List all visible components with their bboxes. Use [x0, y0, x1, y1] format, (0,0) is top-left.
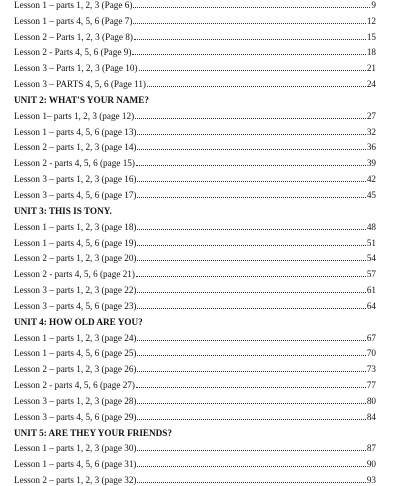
- toc-entry-title: Lesson 2 - Parts 4, 5, 6 (Page 9): [14, 47, 132, 58]
- toc-entry-title: Lesson 2 – parts 1, 2, 3 (page 20): [14, 253, 137, 264]
- dot-leader: [137, 355, 365, 356]
- toc-entry[interactable]: [14, 11, 376, 27]
- toc-entry-page: 80: [366, 395, 376, 406]
- toc-entry-title: Lesson 1– parts 1, 2, 3 (page 12): [14, 110, 135, 121]
- toc-entry[interactable]: [14, 344, 376, 360]
- toc-entry[interactable]: [14, 27, 376, 43]
- toc-entry[interactable]: [14, 407, 376, 423]
- toc-entry[interactable]: [14, 249, 376, 265]
- dot-leader: [147, 86, 366, 87]
- toc-entry-title: Lesson 2 – parts 1, 2, 3 (page 32): [14, 475, 137, 486]
- dot-leader: [137, 260, 365, 261]
- toc-entry-title: Lesson 1 – parts 4, 5, 6 (page 31): [14, 459, 137, 470]
- unit-heading: UNIT 4: HOW OLD ARE YOU?: [14, 316, 143, 327]
- toc-entry-title: Lesson 2 - parts 4, 5, 6 (page 15): [14, 158, 135, 169]
- toc-entry-page: 87: [366, 443, 376, 454]
- toc-entry-title: Lesson 3 – PARTS 4, 5, 6 (Page 11): [14, 79, 146, 90]
- dot-leader: [137, 308, 365, 309]
- dot-leader: [137, 482, 365, 483]
- toc-entry[interactable]: [14, 138, 376, 154]
- toc-entry-page: 36: [366, 142, 376, 153]
- toc-entry-title: Lesson 2 – Parts 1, 2, 3 (Page 8): [14, 31, 133, 42]
- dot-leader: [137, 292, 365, 293]
- toc-entry-page: 45: [366, 189, 376, 200]
- unit-heading: UNIT 5: ARE THEY YOUR FRIENDS?: [14, 427, 172, 438]
- dot-leader: [133, 7, 370, 8]
- toc-entry-page: 27: [366, 110, 376, 121]
- toc-entry-page: 15: [366, 31, 376, 42]
- toc-entry-page: 48: [366, 221, 376, 232]
- dot-leader: [137, 466, 365, 467]
- toc-entry-page: 18: [366, 47, 376, 58]
- toc-entry-page: 93: [366, 475, 376, 486]
- toc-entry-page: 51: [366, 237, 376, 248]
- toc-entry-page: 67: [366, 332, 376, 343]
- toc-entry[interactable]: [14, 296, 376, 312]
- dot-leader: [134, 39, 366, 40]
- toc-entry-page: 57: [366, 269, 376, 280]
- dot-leader: [133, 23, 365, 24]
- toc-entry[interactable]: [14, 58, 376, 74]
- toc-entry-page: 24: [366, 79, 376, 90]
- toc-entry-title: Lesson 3 – parts 4, 5, 6 (page 23): [14, 300, 137, 311]
- toc-entry[interactable]: [14, 391, 376, 407]
- dot-leader: [137, 419, 365, 420]
- toc-entry-page: 9: [371, 0, 376, 10]
- toc-entry-title: Lesson 1 – parts 1, 2, 3 (page 18): [14, 221, 137, 232]
- unit-heading: UNIT 2: WHAT'S YOUR NAME?: [14, 94, 149, 105]
- table-of-contents: [14, 0, 376, 486]
- toc-entry-title: Lesson 3 – parts 4, 5, 6 (page 29): [14, 411, 137, 422]
- toc-entry-title: Lesson 2 - parts 4, 5, 6 (page 27): [14, 380, 135, 391]
- dot-leader: [136, 387, 366, 388]
- toc-entry-page: 12: [366, 15, 376, 26]
- dot-leader: [136, 276, 366, 277]
- toc-entry[interactable]: [14, 217, 376, 233]
- toc-entry[interactable]: [14, 264, 376, 280]
- dot-leader: [137, 371, 365, 372]
- toc-entry-title: Lesson 1 – parts 4, 5, 6 (Page 7): [14, 15, 133, 26]
- dot-leader: [137, 149, 365, 150]
- toc-entry-title: Lesson 3 – parts 1, 2, 3 (page 16): [14, 174, 137, 185]
- dot-leader: [137, 197, 365, 198]
- toc-entry[interactable]: [14, 169, 376, 185]
- dot-leader: [136, 165, 366, 166]
- toc-entry-title: Lesson 3 – parts 1, 2, 3 (page 22): [14, 285, 137, 296]
- toc-entry[interactable]: [14, 74, 376, 90]
- toc-entry-page: 39: [366, 158, 376, 169]
- toc-entry-page: 70: [366, 348, 376, 359]
- toc-entry[interactable]: [14, 233, 376, 249]
- toc-entry[interactable]: [14, 439, 376, 455]
- toc-entry-page: 61: [366, 285, 376, 296]
- dot-leader: [137, 229, 365, 230]
- toc-entry[interactable]: [14, 470, 376, 486]
- toc-entry[interactable]: [14, 106, 376, 122]
- toc-entry-title: Lesson 2 – parts 1, 2, 3 (page 14): [14, 142, 137, 153]
- toc-entry[interactable]: [14, 185, 376, 201]
- dot-leader: [137, 245, 365, 246]
- toc-entry[interactable]: [14, 0, 376, 11]
- toc-entry-title: Lesson 3 – parts 4, 5, 6 (page 17): [14, 189, 137, 200]
- dot-leader: [137, 450, 365, 451]
- toc-entry-title: Lesson 1 – parts 1, 2, 3 (page 30): [14, 443, 137, 454]
- toc-entry[interactable]: [14, 328, 376, 344]
- dot-leader: [137, 403, 365, 404]
- toc-entry-title: Lesson 3 – Parts 1, 2, 3 (Page 10): [14, 63, 138, 74]
- dot-leader: [139, 70, 366, 71]
- toc-entry-title: Lesson 1 – parts 4, 5, 6 (page 25): [14, 348, 137, 359]
- toc-entry-title: Lesson 3 – parts 1, 2, 3 (page 28): [14, 395, 137, 406]
- toc-entry[interactable]: [14, 280, 376, 296]
- toc-entry-title: Lesson 1 – parts 1, 2, 3 (page 24): [14, 332, 137, 343]
- toc-entry[interactable]: [14, 43, 376, 59]
- toc-entry-page: 84: [366, 411, 376, 422]
- dot-leader: [137, 340, 365, 341]
- toc-entry-title: Lesson 1 – parts 1, 2, 3 (Page 6): [14, 0, 133, 10]
- toc-entry-page: 77: [366, 380, 376, 391]
- toc-entry-title: Lesson 2 - parts 4, 5, 6 (page 21): [14, 269, 135, 280]
- toc-entry[interactable]: [14, 375, 376, 391]
- toc-entry-page: 54: [366, 253, 376, 264]
- toc-entry[interactable]: [14, 454, 376, 470]
- toc-entry-title: Lesson 1 – parts 4, 5, 6 (page 13): [14, 126, 137, 137]
- toc-entry-title: Lesson 2 – parts 1, 2, 3 (page 26): [14, 364, 137, 375]
- toc-entry-page: 42: [366, 174, 376, 185]
- toc-entry[interactable]: [14, 122, 376, 138]
- toc-entry[interactable]: [14, 359, 376, 375]
- dot-leader: [132, 54, 365, 55]
- toc-entry-page: 21: [366, 63, 376, 74]
- dot-leader: [135, 118, 366, 119]
- toc-entry[interactable]: [14, 153, 376, 169]
- toc-entry-page: 73: [366, 364, 376, 375]
- dot-leader: [137, 134, 365, 135]
- dot-leader: [137, 181, 365, 182]
- toc-entry-title: Lesson 1 – parts 4, 5, 6 (page 19): [14, 237, 137, 248]
- toc-entry-page: 90: [366, 459, 376, 470]
- unit-heading: UNIT 3: THIS IS TONY.: [14, 205, 112, 216]
- toc-entry-page: 32: [366, 126, 376, 137]
- toc-entry-page: 64: [366, 300, 376, 311]
